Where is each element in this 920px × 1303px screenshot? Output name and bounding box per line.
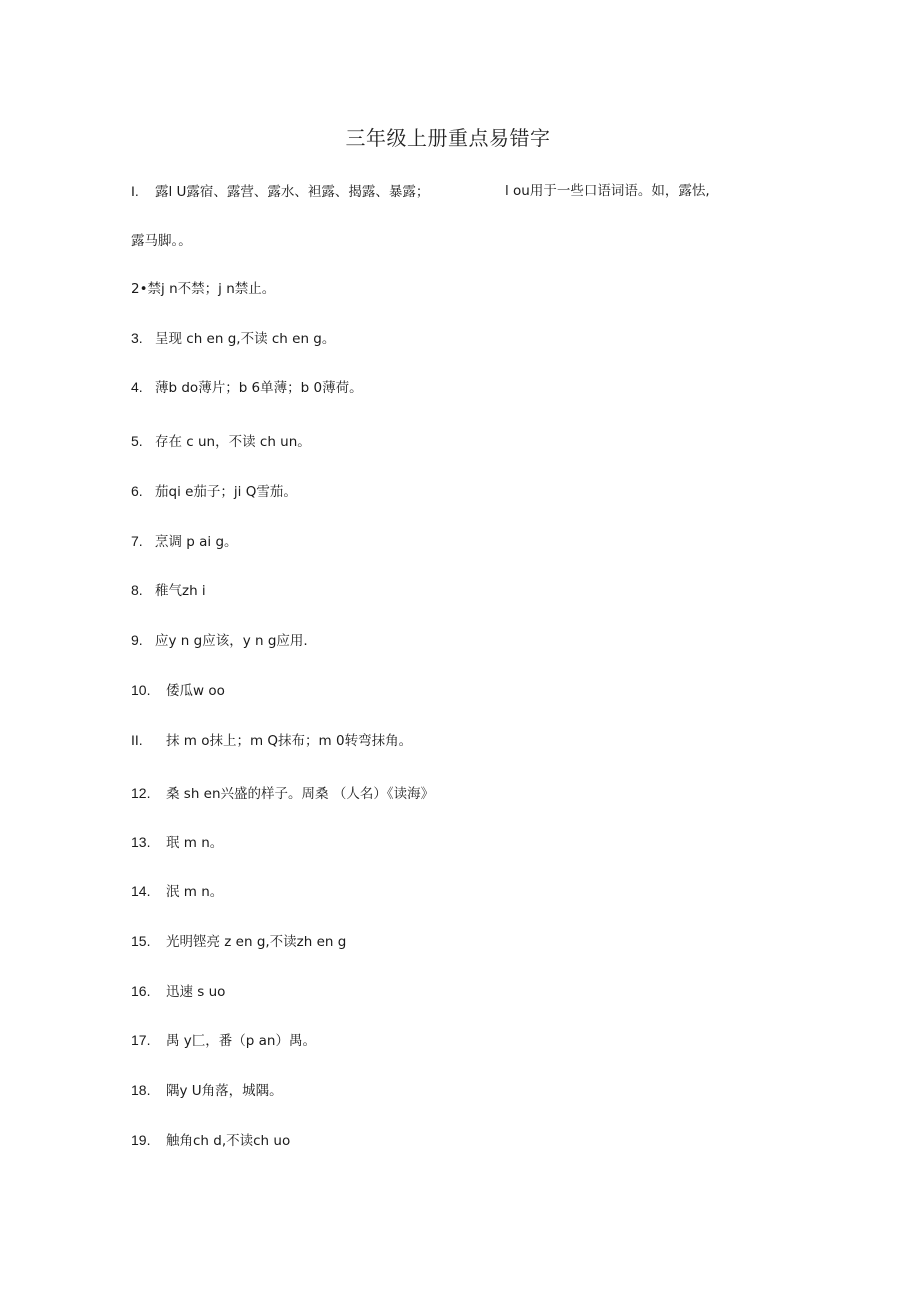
item-text: 禺 y匚，番（p an）禺。	[166, 1033, 316, 1049]
item-text: 泯 m n。	[166, 884, 224, 900]
item-number: 4.	[131, 379, 143, 395]
list-item	[131, 531, 238, 552]
item-number: 3.	[131, 330, 143, 346]
item-text: 迅速 s uo	[166, 984, 226, 1000]
list-item	[131, 730, 412, 751]
list-item	[131, 481, 297, 502]
list-item	[131, 328, 335, 349]
item-number: I.	[131, 183, 139, 199]
item-text: 触角ch d,不读ch uo	[166, 1133, 291, 1149]
item-number: 8.	[131, 582, 143, 598]
page-title: 三年级上册重点易错字	[345, 126, 551, 150]
item-text: 倭瓜w oo	[166, 683, 225, 699]
item-number: 13.	[131, 834, 151, 850]
item-text: 薄b do薄片；b 6单薄；b 0薄荷。	[155, 380, 363, 396]
list-item	[131, 1030, 316, 1051]
item-text: 烹调 p ai g。	[155, 534, 238, 550]
item-text: 茄qi e茄子；ji Q雪茄。	[155, 484, 297, 500]
item-number: 15.	[131, 933, 151, 949]
list-item	[131, 783, 434, 804]
list-item	[131, 680, 225, 701]
list-item	[131, 431, 311, 452]
item-text: 隅y U角落，城隅。	[166, 1083, 283, 1099]
list-item	[131, 377, 363, 398]
item-number: 16.	[131, 983, 151, 999]
list-item	[131, 931, 346, 952]
item-text: 呈现 ch en g,不读 ch en g。	[155, 331, 336, 347]
item-text: 抹 m o抹上；m Q抹布；m 0转弯抹角。	[166, 733, 413, 749]
item-number: 18.	[131, 1082, 151, 1098]
list-item-continuation	[131, 231, 192, 251]
list-item	[131, 279, 275, 299]
item-text: 2•禁j n不禁；j n禁止。	[131, 281, 276, 297]
item-number: 19.	[131, 1132, 151, 1148]
item-text: 桑 sh en兴盛的样子。周桑 （人名）《读海》	[166, 786, 435, 802]
item-text: 露马脚。。	[131, 233, 192, 249]
item-number: II.	[131, 732, 143, 748]
item-number: 9.	[131, 632, 143, 648]
list-item	[131, 832, 223, 853]
item-number: 17.	[131, 1032, 151, 1048]
list-item	[131, 181, 429, 202]
item-text: 稚气zh i	[155, 583, 206, 599]
list-item	[131, 1130, 290, 1151]
item-number: 5.	[131, 433, 143, 449]
item-text: 珉 m n。	[166, 835, 224, 851]
list-item	[131, 580, 206, 601]
item-number: 10.	[131, 682, 151, 698]
item-number: 12.	[131, 785, 151, 801]
item-text: 应y n g应该，y n g应用.	[155, 633, 308, 649]
item-text: 存在 c un，不读 ch un。	[155, 434, 311, 450]
list-item	[131, 981, 225, 1002]
list-item	[131, 630, 308, 651]
list-item	[131, 1080, 283, 1101]
item-number: 7.	[131, 533, 143, 549]
item-number: 14.	[131, 883, 151, 899]
item-text: 露l U露宿、露营、露水、袒露、揭露、暴露；	[155, 184, 430, 200]
item-note: l ou用于一些口语词语。如，露怯,	[505, 183, 710, 199]
item-number: 6.	[131, 483, 143, 499]
list-item	[131, 881, 223, 902]
item-text: 光明铿亮 z en g,不读zh en g	[166, 934, 347, 950]
